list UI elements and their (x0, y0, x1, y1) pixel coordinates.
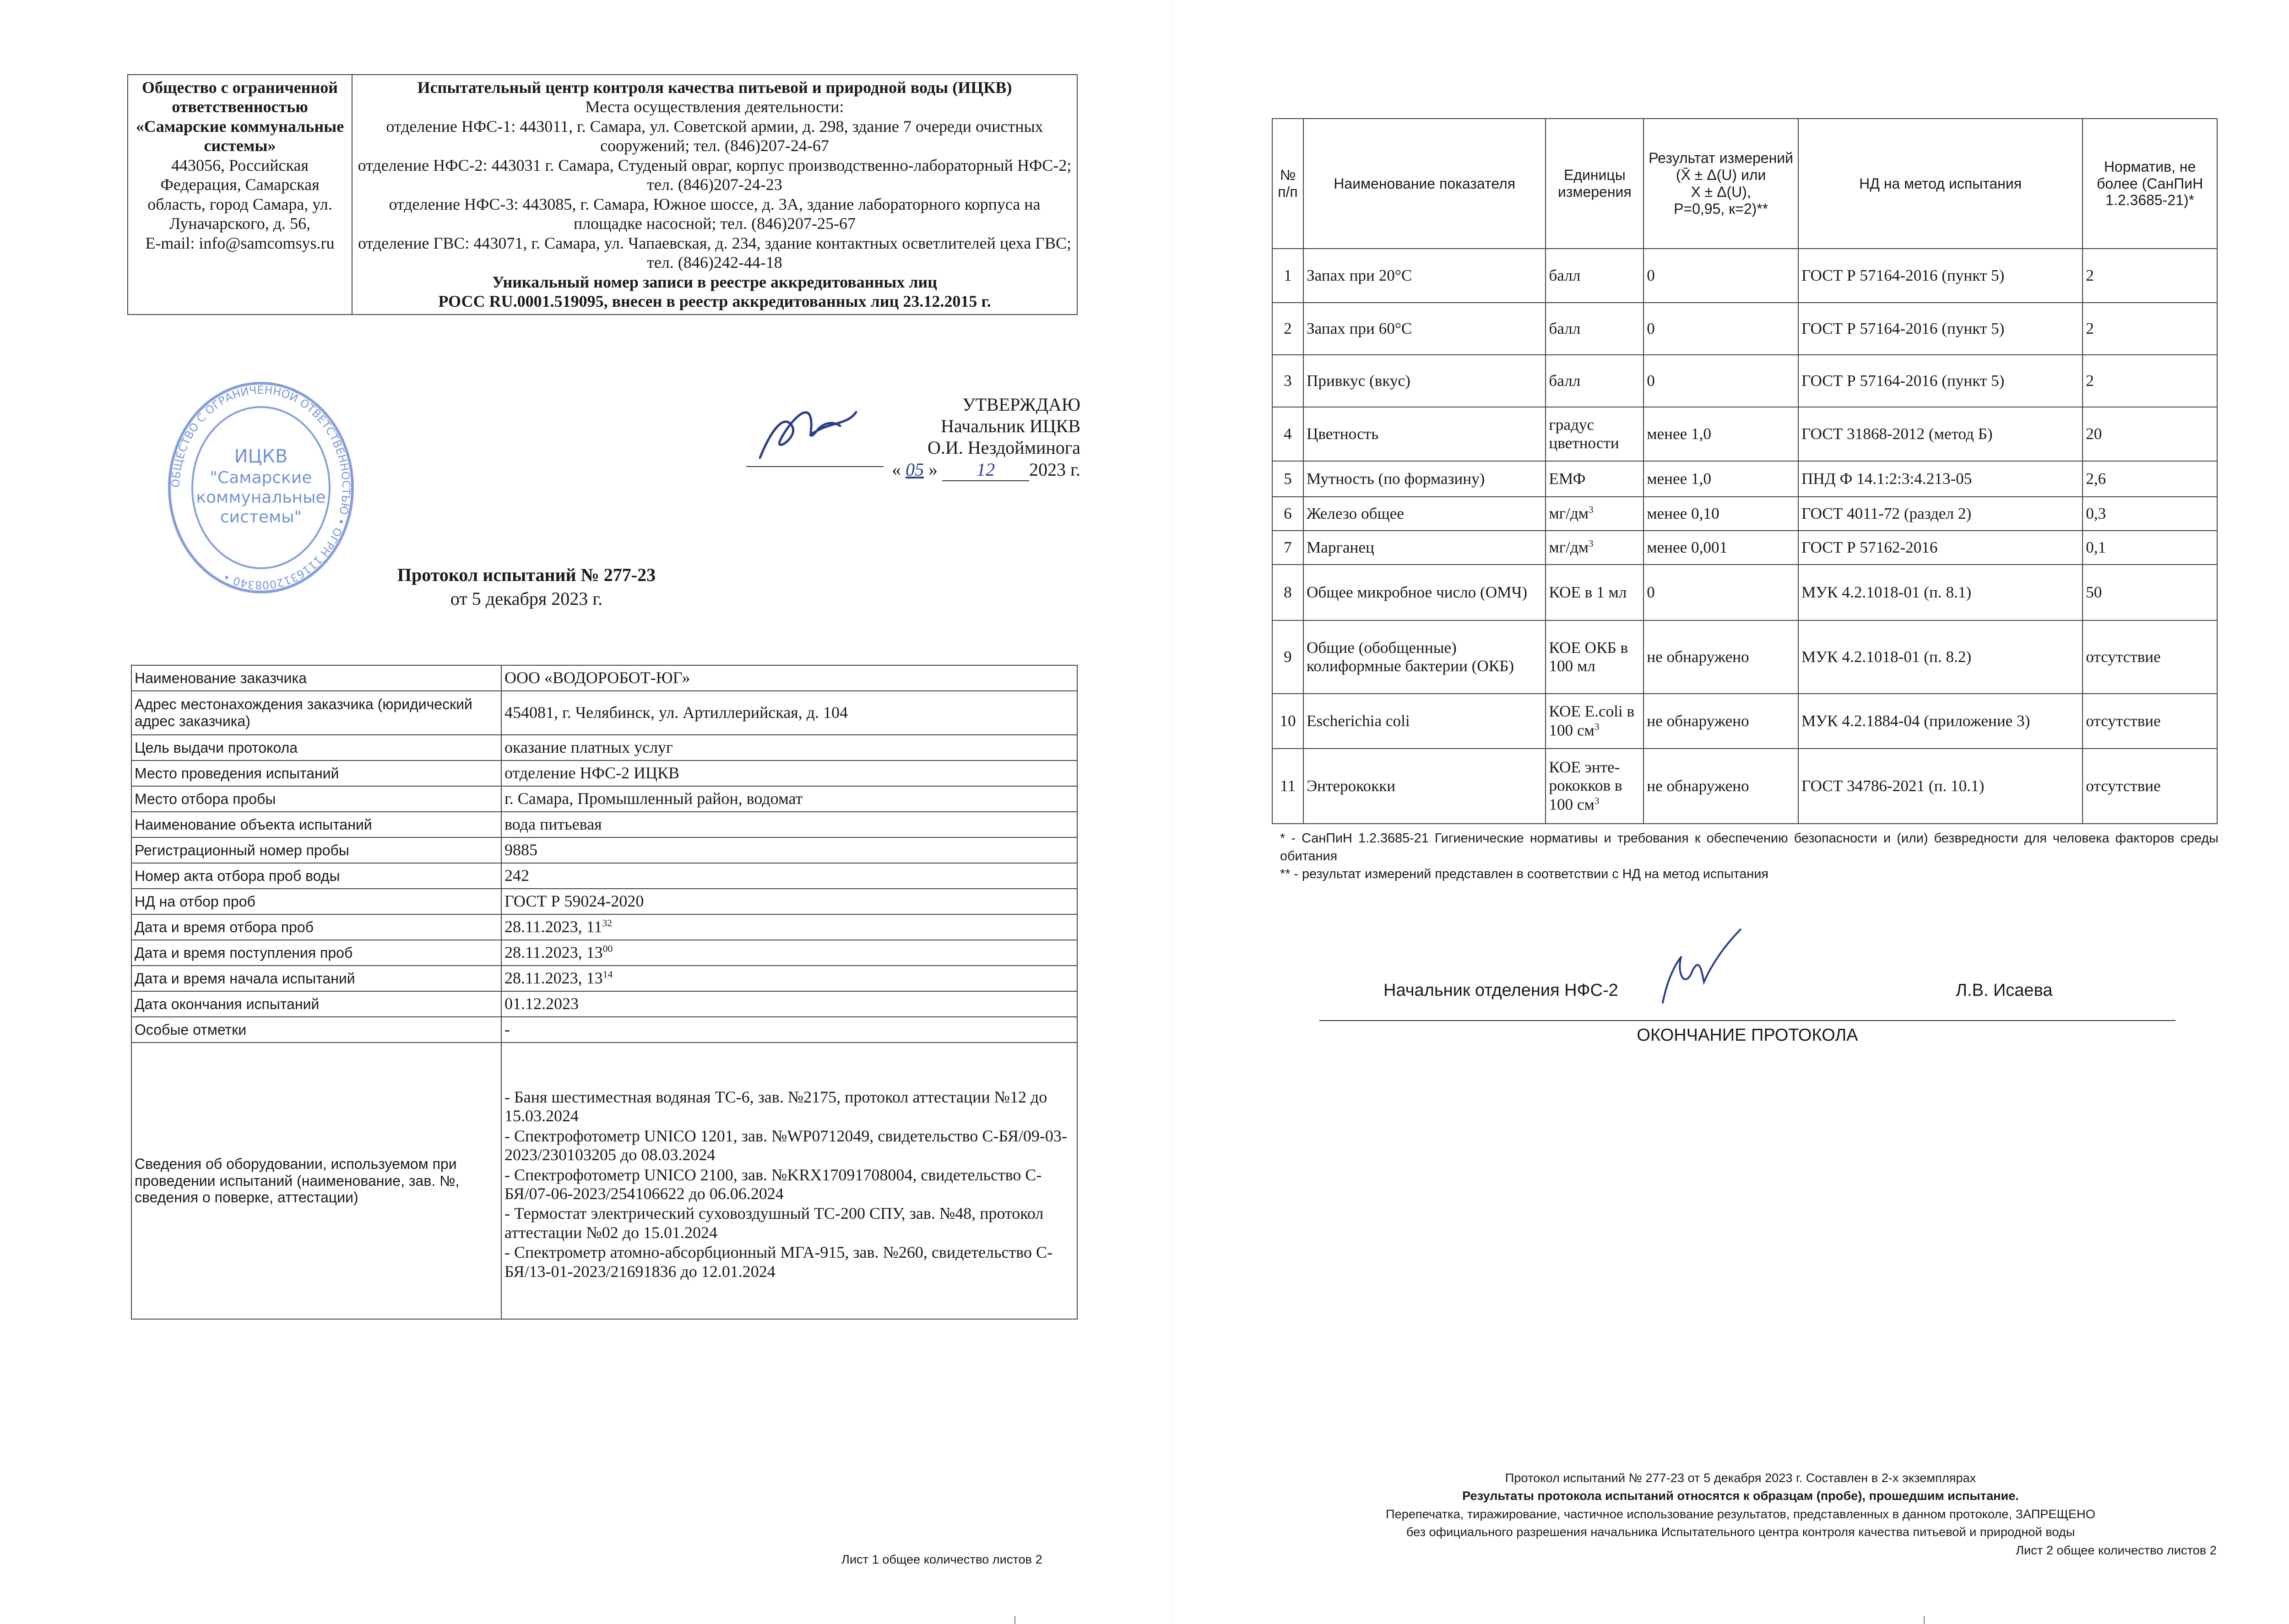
protocol-heading (275, 563, 778, 611)
result-value-text: 0 (1647, 319, 1655, 337)
info-label: Место проведения испытаний (131, 760, 501, 786)
norm-value (2083, 620, 2217, 694)
info-value (501, 940, 1077, 966)
info-label: Дата и время поступления проб (131, 940, 501, 966)
info-row (131, 691, 1077, 735)
place-nfs3: отделение НФС-3: 443085, г. Самара, Южное шоссе, д. 3А, здание лабораторного корпуса на площадке насосной; тел. (846)207-25-67 (389, 195, 1041, 233)
row-number-text: 4 (1284, 424, 1292, 443)
info-label: Наименование объекта испытаний (131, 812, 501, 837)
approve-day: 05 (906, 459, 924, 480)
info-value-text: г. Самара, Промышленный район, водомат (504, 789, 803, 808)
result-value (1644, 497, 1798, 531)
info-value (501, 665, 1077, 691)
norm-value-text: 2 (2086, 266, 2094, 284)
result-value (1644, 303, 1798, 355)
registry-label: Уникальный номер записи в реестре аккредитованных лиц (492, 272, 938, 291)
unit-exponent: 3 (1594, 721, 1600, 732)
footer-line-3: Перепечатка, тиражирование, частичное использование результатов, представленных в данном протоколе, ЗАПРЕЩЕНО (1386, 1506, 2095, 1521)
result-value-text: 0 (1647, 266, 1655, 284)
result-row (1272, 355, 2217, 407)
test-method (1798, 355, 2083, 407)
unit (1546, 407, 1644, 461)
indicator-name-text: Escherichia coli (1306, 712, 1410, 730)
row-number-text: 9 (1284, 647, 1292, 666)
col-result-line: Результат измерений (1649, 150, 1794, 167)
info-row (131, 914, 1077, 940)
test-method-text: МУК 4.2.1018-01 (п. 8.1) (1801, 583, 1972, 601)
norm-value (2083, 249, 2217, 303)
indicator-name-text: Железо общее (1306, 504, 1404, 522)
info-value (501, 889, 1077, 914)
row-number (1272, 694, 1303, 749)
equipment-item: - Термостат электрический суховоздушный ТС-200 СПУ, зав. №48, протокол аттестации №02 до 15.01.2024 (504, 1204, 1044, 1242)
results-table (1272, 118, 2218, 824)
info-value-text: 454081, г. Челябинск, ул. Артиллерийская, д. 104 (504, 703, 848, 722)
indicator-name (1303, 303, 1546, 355)
info-value-text: 28.11.2023, 13 (504, 943, 603, 962)
footnote-2: ** - результат измерений представлен в соответствии с НД на метод испытания (1280, 866, 1769, 881)
norm-value (2083, 749, 2217, 824)
info-label: Особые отметки (131, 1017, 501, 1043)
footnote-1: * - СанПиН 1.2.3685-21 Гигиенические нормативы и требования к обеспечению безопасности и (или) безвредности для человека факторов среды обитания (1280, 831, 2218, 864)
center-cell (352, 75, 1077, 315)
row-number (1272, 249, 1303, 303)
result-value-text: менее 1,0 (1647, 469, 1712, 488)
indicator-name (1303, 461, 1546, 497)
row-number-text: 3 (1284, 371, 1292, 390)
norm-value-text: отсутствие (2086, 647, 2161, 666)
norm-value-text: 2 (2086, 319, 2094, 337)
indicator-name-text: Общее микробное число (ОМЧ) (1306, 583, 1528, 601)
norm-value (2083, 565, 2217, 620)
col-result-line: P=0,95, к=2)** (1674, 200, 1768, 217)
norm-value-text: отсутствие (2086, 712, 2161, 730)
footer-line-4: без официального разрешения начальника Испытательного центра контроля качества питьевой и природной воды (1406, 1525, 2075, 1539)
row-number (1272, 407, 1303, 461)
approval-block (892, 394, 1080, 481)
info-row (131, 1017, 1077, 1043)
test-method-text: МУК 4.2.1018-01 (п. 8.2) (1801, 647, 1972, 666)
result-value (1644, 749, 1798, 824)
footer-line-2: Результаты протокола испытаний относятся к образцам (пробе), прошедшим испытание. (1462, 1488, 2019, 1503)
info-label: Адрес местонахождения заказчика (юридический адрес заказчика) (131, 691, 501, 735)
norm-value (2083, 497, 2217, 531)
info-label: Дата окончания испытаний (131, 991, 501, 1017)
info-value (501, 812, 1077, 837)
indicator-name (1303, 407, 1546, 461)
row-number-text: 10 (1280, 712, 1296, 730)
test-method (1798, 249, 2083, 303)
chief-name: Л.В. Исаева (1956, 981, 2053, 1000)
col-result-line: (X̄ ± Δ(U) или (1676, 167, 1766, 184)
test-method (1798, 461, 2083, 497)
norm-value (2083, 461, 2217, 497)
time-minutes: 32 (602, 918, 612, 929)
info-value (501, 735, 1077, 760)
signature-line (746, 466, 884, 467)
col-result-line: X ± Δ(U), (1691, 184, 1751, 200)
result-value (1644, 407, 1798, 461)
protocol-date: от 5 декабря 2023 г. (450, 588, 603, 609)
test-method-text: ГОСТ Р 57164-2016 (пункт 5) (1801, 319, 2005, 337)
unit (1546, 355, 1644, 407)
result-value-text: не обнаружено (1647, 647, 1749, 666)
info-value-text: отделение НФС-2 ИЦКВ (504, 764, 679, 782)
col-name: Наименование показателя (1303, 119, 1546, 249)
row-number (1272, 355, 1303, 407)
col-number: № п/п (1272, 119, 1303, 249)
info-value-text: 28.11.2023, 13 (504, 969, 603, 988)
time-minutes: 14 (602, 969, 613, 980)
info-value-text: 01.12.2023 (504, 994, 579, 1013)
info-row (131, 760, 1077, 786)
result-value-text: менее 0,001 (1647, 538, 1728, 556)
unit-text: балл (1549, 371, 1581, 390)
info-value (501, 1017, 1077, 1043)
info-label: Регистрационный номер пробы (131, 837, 501, 863)
registry-number: РОСС RU.0001.519095, внесен в реестр аккредитованных лиц 23.12.2015 г. (438, 292, 991, 311)
test-method (1798, 531, 2083, 565)
result-value (1644, 565, 1798, 620)
row-number (1272, 497, 1303, 531)
col-result (1644, 119, 1798, 249)
row-number (1272, 303, 1303, 355)
info-label: Номер акта отбора проб воды (131, 863, 501, 889)
row-number (1272, 531, 1303, 565)
page-2 (1172, 0, 2289, 1624)
info-row (131, 837, 1077, 863)
unit (1546, 249, 1644, 303)
info-label: НД на отбор проб (131, 889, 501, 914)
norm-value-text: отсутствие (2086, 777, 2161, 795)
info-label: Наименование заказчика (131, 665, 501, 691)
row-number (1272, 565, 1303, 620)
places-label: Места осуществления деятельности: (585, 98, 844, 116)
col-method: НД на метод испытания (1798, 119, 2083, 249)
protocol-title: Протокол испытаний № 277-23 (397, 565, 656, 585)
equipment-item: - Спектрофотометр UNICO 1201, зав. №WP0712049, свидетельство С-БЯ/09-03-2023/230103205 до 08.03.2024 (504, 1126, 1067, 1164)
unit-text: мг/дм (1549, 538, 1589, 557)
unit-exponent: 3 (1589, 538, 1594, 549)
row-number (1272, 749, 1303, 824)
result-value (1644, 531, 1798, 565)
info-value-text: ГОСТ Р 59024-2020 (504, 892, 644, 911)
indicator-name (1303, 355, 1546, 407)
test-method-text: ГОСТ 4011-72 (раздел 2) (1801, 504, 1972, 522)
unit (1546, 620, 1644, 694)
result-row (1272, 694, 2217, 749)
info-value (501, 691, 1077, 735)
unit-text: КОЕ в 1 мл (1549, 583, 1627, 601)
unit (1546, 531, 1644, 565)
info-value (501, 991, 1077, 1017)
info-value-text: 9885 (504, 841, 537, 859)
unit-exponent: 3 (1594, 795, 1600, 806)
test-method (1798, 407, 2083, 461)
unit-text: КОЕ ОКБ в 100 мл (1549, 638, 1628, 675)
result-value (1644, 249, 1798, 303)
test-method (1798, 694, 2083, 749)
row-number (1272, 620, 1303, 694)
result-row (1272, 249, 2217, 303)
result-value-text: менее 0,10 (1647, 504, 1719, 522)
norm-value-text: 50 (2086, 583, 2102, 601)
result-value (1644, 620, 1798, 694)
test-method-text: МУК 4.2.1884-04 (приложение 3) (1801, 712, 2030, 730)
result-value (1644, 461, 1798, 497)
row-number-text: 1 (1284, 266, 1292, 284)
row-number-text: 6 (1284, 504, 1292, 522)
info-value-text: 28.11.2023, 11 (504, 918, 602, 936)
test-method (1798, 620, 2083, 694)
unit-text: мг/дм (1549, 505, 1589, 523)
test-method (1798, 565, 2083, 620)
info-row (131, 812, 1077, 837)
indicator-name (1303, 497, 1546, 531)
time-minutes: 00 (602, 943, 613, 955)
result-value-text: не обнаружено (1647, 777, 1749, 795)
test-method (1798, 749, 2083, 824)
result-value-text: не обнаружено (1647, 712, 1749, 730)
result-value-text: 0 (1647, 371, 1655, 390)
info-row (131, 889, 1077, 914)
info-row (131, 940, 1077, 966)
test-method-text: ГОСТ Р 57164-2016 (пункт 5) (1801, 266, 2005, 284)
test-method-text: ПНД Ф 14.1:2:3:4.213-05 (1801, 469, 1972, 488)
info-label: Место отбора пробы (131, 786, 501, 812)
info-row (131, 665, 1077, 691)
info-value (501, 863, 1077, 889)
result-row (1272, 749, 2217, 824)
org-cell (128, 75, 352, 315)
result-row (1272, 407, 2217, 461)
approve-name: О.И. Нездойминога (927, 437, 1080, 458)
result-row (1272, 303, 2217, 355)
norm-value-text: 0,3 (2086, 504, 2106, 522)
result-value-text: 0 (1647, 583, 1655, 601)
org-name: Общество с ограниченной ответственностью «Самарские коммунальные системы» (136, 78, 344, 155)
unit (1546, 461, 1644, 497)
info-value-text: - (504, 1020, 510, 1039)
equipment-item: - Спектрометр атомно-абсорбционный МГА-915, зав. №260, свидетельство С-БЯ/13-01-2023/21691836 до 12.01.2024 (504, 1243, 1052, 1281)
unit-text: градус цветности (1549, 415, 1619, 452)
svg-text:ОБЩЕСТВО С ОГРАНИЧЕННОЙ ОТВЕТС: ОБЩЕСТВО С ОГРАНИЧЕННОЙ ОТВЕТСТВЕННОСТЬЮ • ОГРН 1116312008340 • (169, 383, 353, 592)
unit-text: балл (1549, 319, 1581, 337)
info-label: Цель выдачи протокола (131, 735, 501, 760)
results-header-row (1272, 119, 2217, 249)
col-unit: Единицы измерения (1546, 119, 1644, 249)
indicator-name (1303, 531, 1546, 565)
info-value (501, 760, 1077, 786)
test-method-text: ГОСТ Р 57162-2016 (1801, 538, 1938, 556)
info-row (131, 863, 1077, 889)
test-method (1798, 497, 2083, 531)
result-value (1644, 355, 1798, 407)
unit-text: КОЕ E.coli в 100 см (1549, 702, 1635, 739)
sheet-number-1: Лист 1 общее количество листов 2 (841, 1552, 1042, 1566)
result-row (1272, 620, 2217, 694)
unit (1546, 749, 1644, 824)
equipment-label: Сведения об оборудовании, используемом при проведении испытаний (наименование, зав. №, сведения о поверке, аттестации) (131, 1043, 501, 1319)
indicator-name (1303, 694, 1546, 749)
indicator-name (1303, 620, 1546, 694)
info-label: Дата и время начала испытаний (131, 966, 501, 991)
indicator-name-text: Энтерококки (1306, 777, 1396, 795)
unit (1546, 497, 1644, 531)
norm-value-text: 0,1 (2086, 538, 2106, 556)
approve-year: 2023 г. (1029, 459, 1080, 480)
footer-line-1: Протокол испытаний № 277-23 от 5 декабря 2023 г. Составлен в 2-х экземплярах (1505, 1471, 1976, 1485)
norm-value-text: 2,6 (2086, 469, 2106, 488)
header-table (127, 74, 1078, 315)
info-row (131, 966, 1077, 991)
norm-value (2083, 303, 2217, 355)
info-value-text: ООО «ВОДОРОБОТ-ЮГ» (504, 668, 690, 687)
end-line (1319, 1020, 2175, 1021)
place-gvs: отделение ГВС: 443071, г. Самара, ул. Чапаевская, д. 234, здание контактных осветлителей цеха ГВС; тел. (846)242-44-18 (358, 234, 1072, 272)
approve-month: 12 (942, 459, 1029, 481)
equipment-item: - Спектрофотометр UNICO 2100, зав. №KRX17091708004, свидетельство С-БЯ/07-06-2023/254106622 до 06.06.2024 (504, 1165, 1042, 1203)
approve-label: УТВЕРЖДАЮ (962, 394, 1080, 415)
unit-exponent: 3 (1589, 504, 1594, 516)
unit-text: балл (1549, 266, 1581, 284)
unit-text: ЕМФ (1549, 469, 1586, 488)
chief-signature (1649, 925, 1750, 1007)
result-row (1272, 497, 2217, 531)
row-number-text: 11 (1280, 777, 1296, 795)
norm-value-text: 2 (2086, 371, 2094, 390)
norm-value (2083, 355, 2217, 407)
info-value-text: вода питьевая (504, 815, 602, 834)
seal-line1: ИЦКВ (234, 446, 288, 467)
info-value-text: 242 (504, 866, 529, 885)
org-email: E-mail: info@samcomsys.ru (145, 234, 335, 252)
indicator-name-text: Мутность (по формазину) (1306, 469, 1485, 488)
unit (1546, 303, 1644, 355)
indicator-name-text: Общие (обобщенные) колиформные бактерии (ОКБ) (1306, 638, 1514, 675)
sheet-number-2: Лист 2 общее количество листов 2 (2016, 1543, 2217, 1557)
info-value-text: оказание платных услуг (504, 738, 673, 757)
protocol-end: ОКОНЧАНИЕ ПРОТОКОЛА (1637, 1026, 1858, 1045)
indicator-name-text: Запах при 20°С (1306, 266, 1412, 284)
date-open-quote: « (892, 459, 901, 480)
test-method (1798, 303, 2083, 355)
result-value-text: менее 1,0 (1647, 424, 1712, 443)
seal-line4: системы" (220, 508, 302, 527)
approve-date (892, 459, 1080, 481)
info-value (501, 786, 1077, 812)
equipment-list (501, 1043, 1077, 1319)
indicator-name-text: Цветность (1306, 424, 1379, 443)
org-address: 443056, Российская Федерация, Самарская область, город Самара, ул. Луначарского, д. 56, (147, 156, 332, 233)
info-label: Дата и время отбора проб (131, 914, 501, 940)
norm-value (2083, 694, 2217, 749)
result-row (1272, 461, 2217, 497)
approve-position: Начальник ИЦКВ (941, 416, 1080, 437)
crease-mark (1014, 1616, 1015, 1624)
norm-value (2083, 531, 2217, 565)
unit (1546, 694, 1644, 749)
indicator-name (1303, 749, 1546, 824)
unit-text: КОЕ энте-рококков в 100 см (1549, 758, 1622, 814)
row-number-text: 5 (1284, 469, 1292, 488)
indicator-name (1303, 249, 1546, 303)
director-signature (742, 394, 861, 472)
page-footer (1264, 1469, 2217, 1559)
indicator-name (1303, 565, 1546, 620)
result-row (1272, 565, 2217, 620)
norm-value (2083, 407, 2217, 461)
info-value (501, 914, 1077, 940)
info-row (131, 991, 1077, 1017)
col-norm: Норматив, не более (СанПиН 1.2.3685-21)* (2083, 119, 2217, 249)
info-value (501, 837, 1077, 863)
row-number-text: 2 (1284, 319, 1292, 337)
test-method-text: ГОСТ 34786-2021 (п. 10.1) (1801, 777, 1985, 795)
result-value (1644, 694, 1798, 749)
row-number-text: 8 (1284, 583, 1292, 601)
place-nfs1: отделение НФС-1: 443011, г. Самара, ул. Советской армии, д. 298, здание 7 очереди очистных сооружений; тел. (846)207-24-67 (386, 117, 1043, 155)
footnotes (1280, 830, 2218, 883)
crease-mark (1924, 1616, 1925, 1624)
test-method-text: ГОСТ Р 57164-2016 (пункт 5) (1801, 371, 2005, 390)
info-row (131, 735, 1077, 760)
chief-title: Начальник отделения НФС-2 (1383, 981, 1618, 1000)
center-title: Испытательный центр контроля качества питьевой и природной воды (ИЦКВ) (417, 78, 1012, 97)
date-close-quote: » (928, 459, 938, 480)
result-row (1272, 531, 2217, 565)
row-number-text: 7 (1284, 538, 1292, 556)
row-number (1272, 461, 1303, 497)
seal-line2: "Самарские (210, 468, 312, 487)
unit (1546, 565, 1644, 620)
indicator-name-text: Марганец (1306, 538, 1374, 556)
info-row (131, 786, 1077, 812)
place-nfs2: отделение НФС-2: 443031 г. Самара, Студеный овраг, корпус производственно-лабораторный НФС-2; тел. (846)207-24-23 (358, 156, 1072, 194)
indicator-name-text: Запах при 60°С (1306, 319, 1412, 337)
sample-info-table (131, 665, 1078, 1320)
seal-line3: коммунальные (196, 488, 326, 507)
indicator-name-text: Привкус (вкус) (1306, 371, 1410, 390)
equipment-item: - Баня шестиместная водяная ТС-6, зав. №2175, протокол аттестации №12 до 15.03.2024 (504, 1088, 1047, 1125)
norm-value-text: 20 (2086, 424, 2102, 443)
info-value (501, 966, 1077, 991)
equipment-row (131, 1043, 1077, 1319)
test-method-text: ГОСТ 31868-2012 (метод Б) (1801, 424, 1993, 443)
